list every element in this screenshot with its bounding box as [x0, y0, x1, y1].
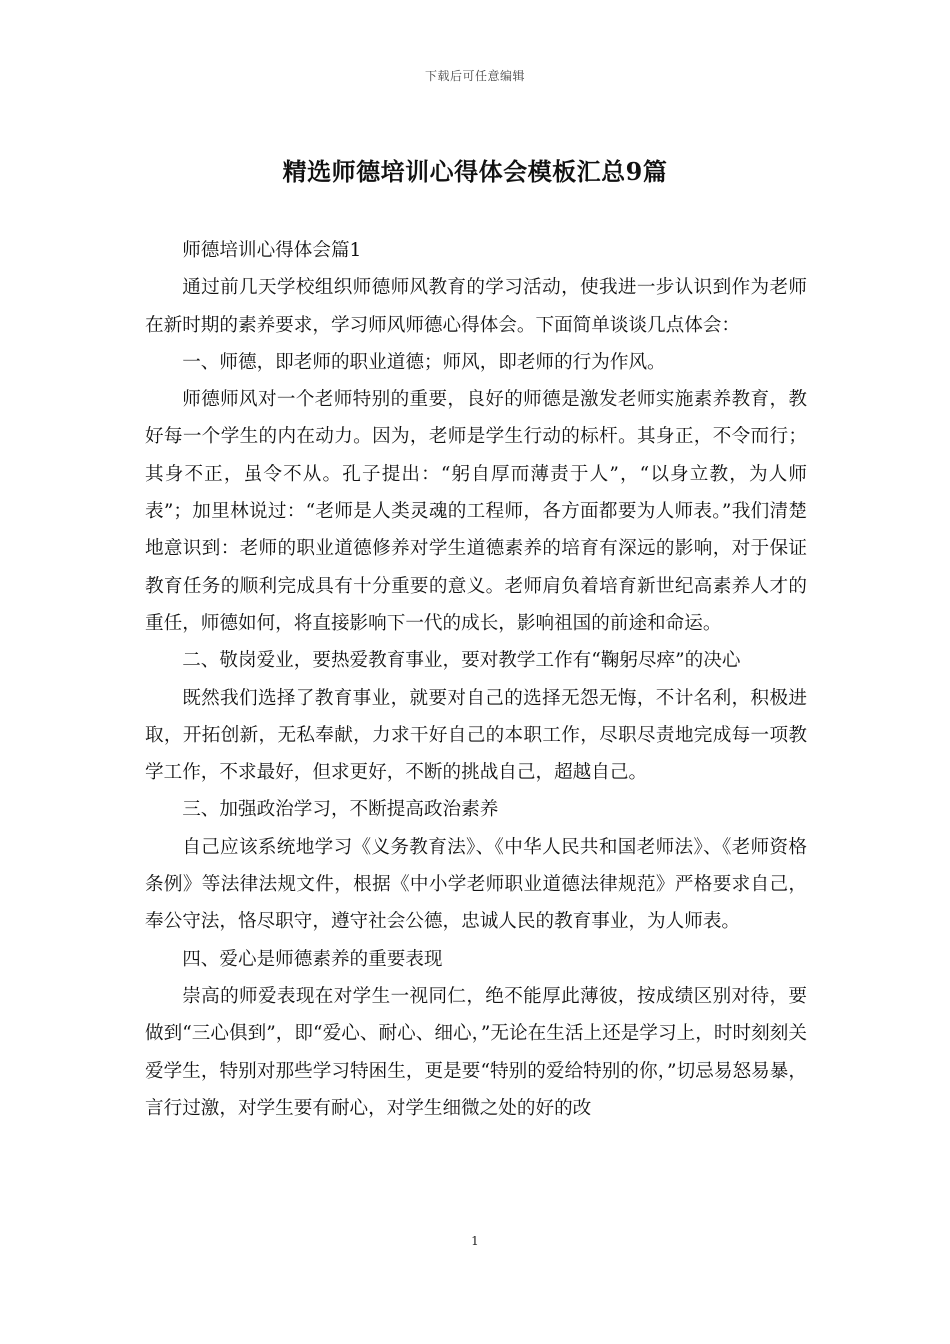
paragraph: 崇高的师爱表现在对学生一视同仁，绝不能厚此薄彼，按成绩区别对待，要做到“三心俱到”，即“爱心、耐心、细心，”无论在生活上还是学习上，时时刻刻关爱学生，特别对那些学习特困生，更是要“特别的爱给特别的你，”切忌易怒易暴，言行过激，对学生要有耐心，对学生细微之处的好的改	[145, 985, 807, 1119]
document-body	[145, 232, 807, 1127]
paragraph: 通过前几天学校组织师德师风教育的学习活动，使我进一步认识到作为老师在新时期的素养要求，学习师风师德心得体会。下面简单谈谈几点体会：	[145, 277, 807, 336]
paragraph: 自己应该系统地学习《义务教育法》、《中华人民共和国老师法》、《老师资格条例》等法律法规文件，根据《中小学老师职业道德法律规范》严格要求自己，奉公守法，恪尽职守，遵守社会公德，忠诚人民的教育事业，为人师表。	[145, 836, 807, 933]
document-title: 精选师德培训心得体会模板汇总9篇	[282, 157, 668, 186]
section-heading-1: 师德培训心得体会篇1	[182, 240, 362, 261]
point-heading-3: 三、加强政治学习，不断提高政治素养	[182, 799, 499, 821]
paragraph: 师德师风对一个老师特别的重要，良好的师德是激发老师实施素养教育，教好每一个学生的内在动力。因为，老师是学生行动的标杆。其身正，不令而行；其身不正，虽令不从。孔子提出：“躬自厚而薄责于人”，“以身立教，为人师表”；加里林说过：“老师是人类灵魂的工程师，各方面都要为人师表。”我们清楚地意识到：老师的职业道德修养对学生道德素养的培育有深远的影响，对于保证教育任务的顺利完成具有十分重要的意义。老师肩负着培育新世纪高素养人才的重任，师德如何，将直接影响下一代的成长，影响祖国的前途和命运。	[145, 389, 807, 634]
point-heading-4: 四、爱心是师德素养的重要表现	[182, 948, 443, 970]
page-number: 1	[471, 1234, 479, 1248]
page-header: 下载后可任意编辑	[424, 69, 525, 83]
point-heading-2: 二、敬岗爱业，要热爱教育事业，要对教学工作有“鞠躬尽瘁”的决心	[182, 650, 741, 672]
point-heading-1: 一、师德，即老师的职业道德；师风，即老师的行为作风。	[182, 351, 666, 373]
paragraph: 既然我们选择了教育事业，就要对自己的选择无怨无悔，不计名利，积极进取，开拓创新，无私奉献，力求干好自己的本职工作，尽职尽责地完成每一项教学工作，不求最好，但求更好，不断的挑战自己，超越自己。	[145, 687, 807, 784]
